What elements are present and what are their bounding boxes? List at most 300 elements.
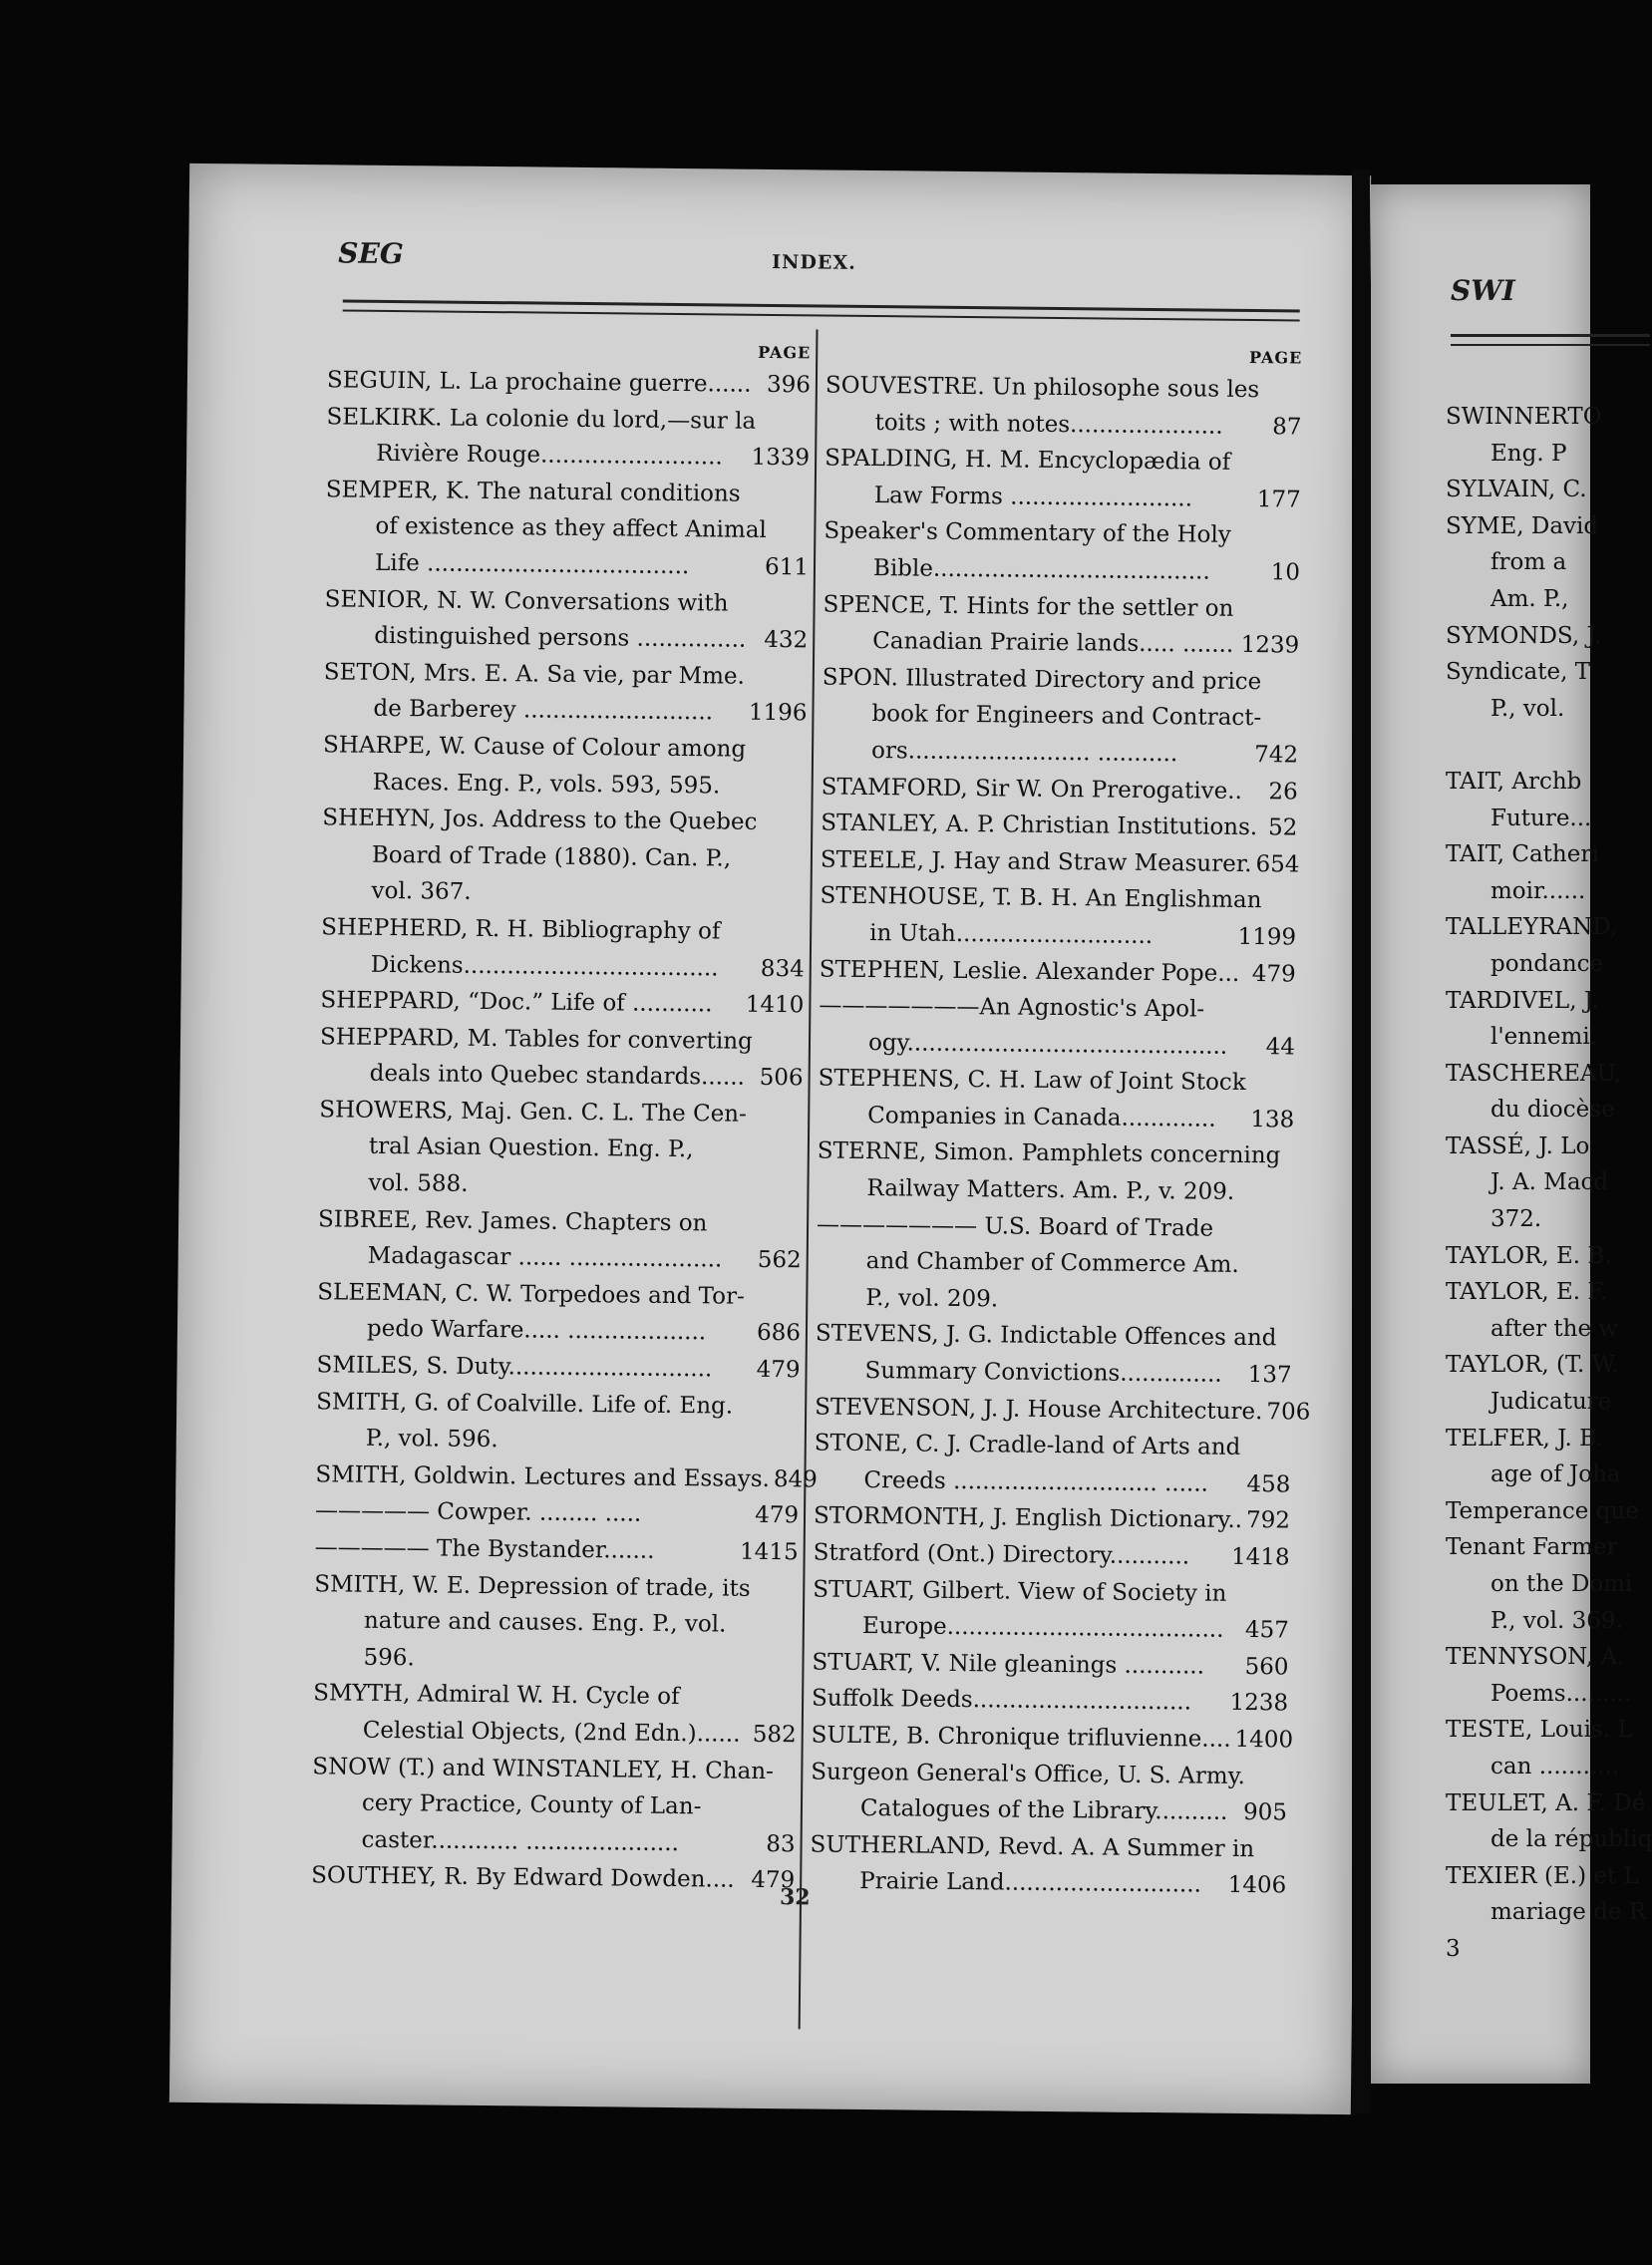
entry-text: SEGUIN, L. La prochaine guerre...... <box>326 367 752 398</box>
entry-text: Railway Matters. Am. P., v. 209. <box>866 1175 1235 1205</box>
entry-text: nature and causes. Eng. P., vol. <box>363 1607 727 1638</box>
entry-line <box>815 1353 1291 1395</box>
index-entry <box>311 1749 796 1863</box>
entry-text: SPON. Illustrated Directory and price <box>822 664 1262 695</box>
running-head-right: SWI <box>1451 274 1515 307</box>
entry-page-number: 87 <box>1272 413 1302 441</box>
entry-text: Suffolk Deeds.............................. <box>811 1685 1192 1716</box>
entry-text: P., vol. 596. <box>365 1425 498 1454</box>
fragment-line: de la républiq <box>1490 1826 1652 1853</box>
entry-page-number: 479 <box>751 1867 796 1894</box>
index-entry <box>812 1644 1288 1686</box>
entry-page-number: 562 <box>757 1247 802 1274</box>
fragment-line: Judicature <box>1490 1389 1612 1416</box>
index-entry <box>813 1534 1289 1576</box>
entry-text: Speaker's Commentary of the Holy <box>824 517 1231 549</box>
index-entry <box>313 1676 798 1754</box>
index-entry <box>811 1754 1288 1831</box>
entry-line <box>818 1061 1294 1103</box>
fragment-line: TALLEYRAND, <box>1446 914 1618 941</box>
entry-line <box>823 586 1299 628</box>
fragment-line: SWINNERTO <box>1446 404 1602 430</box>
entry-text: SMITH, Goldwin. Lectures and Essays. <box>315 1461 771 1492</box>
entry-line <box>316 1420 800 1461</box>
entry-line <box>311 1858 795 1900</box>
entry-text: Prairie Land........................... <box>859 1868 1202 1898</box>
entry-text: SPALDING, H. M. Encyclopædia of <box>825 445 1231 476</box>
entry-text: Canadian Prairie lands..... ....... <box>872 628 1234 658</box>
entry-line <box>315 1456 818 1498</box>
entry-line <box>327 362 811 404</box>
fragment-line: from a <box>1490 549 1567 576</box>
fragment-line: Future... <box>1490 805 1592 831</box>
entry-page-number: 1410 <box>745 991 805 1019</box>
entry-line <box>326 399 810 441</box>
entry-text: vol. 367. <box>371 878 472 906</box>
entry-text: STUART, Gilbert. View of Society in <box>813 1576 1227 1607</box>
index-column-right <box>810 340 1311 1905</box>
entry-line <box>313 1639 797 1681</box>
right-fragment-lines <box>1446 399 1652 1968</box>
entry-text: SHEPHERD, R. H. Bibliography of <box>321 914 721 945</box>
entry-page-number: 479 <box>756 1356 801 1384</box>
index-entry <box>325 472 810 586</box>
index-entry <box>811 1717 1294 1759</box>
entry-line <box>317 1311 801 1353</box>
entry-page-number: 138 <box>1250 1106 1295 1133</box>
entry-text: Bible...................................... <box>872 555 1210 585</box>
entry-line <box>325 544 809 586</box>
index-entry <box>824 513 1301 591</box>
index-entry <box>822 659 1299 774</box>
index-entry <box>820 951 1296 993</box>
fragment-line: 3 <box>1446 1935 1461 1962</box>
index-entry <box>318 1092 803 1206</box>
index-entry <box>327 362 811 404</box>
fragment-line: P., vol. <box>1490 695 1565 722</box>
entry-page-number: 792 <box>1245 1507 1291 1534</box>
entry-line <box>318 1164 802 1206</box>
entry-line <box>326 435 810 477</box>
entry-text: STERNE, Simon. Pamphlets concerning <box>817 1137 1281 1169</box>
entry-text: ————— The Bystander....... <box>314 1534 655 1564</box>
entry-text: Law Forms ......................... <box>873 482 1193 512</box>
entry-line <box>811 1790 1287 1832</box>
entry-line <box>322 836 806 878</box>
entry-line <box>312 1749 796 1790</box>
entry-text: SHOWERS, Maj. Gen. C. L. The Cen- <box>319 1097 747 1128</box>
index-column-left <box>311 334 818 1899</box>
entry-line <box>818 1133 1294 1175</box>
fragment-line: Am. P., <box>1490 585 1569 612</box>
entry-text: STENHOUSE, T. B. H. An Englishman <box>820 882 1262 914</box>
fragment-line: l'ennemi. <box>1490 1024 1598 1051</box>
entry-line <box>320 1019 804 1061</box>
index-entry <box>314 1529 798 1571</box>
index-entry <box>324 581 809 659</box>
entry-page-number: 834 <box>760 955 805 982</box>
entry-line <box>318 1238 802 1280</box>
entry-line <box>819 1024 1295 1066</box>
index-entry <box>315 1493 799 1535</box>
entry-page-number: 1199 <box>1237 923 1297 951</box>
entry-line <box>314 1602 798 1644</box>
entry-text: STAMFORD, Sir W. On Prerogative.. <box>821 774 1243 805</box>
entry-line <box>311 1821 795 1863</box>
entry-line <box>823 623 1299 665</box>
entry-line <box>823 659 1299 701</box>
entry-line <box>813 1534 1289 1576</box>
entry-text: STANLEY, A. P. Christian Institutions. <box>821 809 1258 841</box>
index-entry <box>820 878 1297 956</box>
fragment-line: age of Joha <box>1490 1461 1621 1488</box>
right-page-fragment <box>1371 184 1652 2084</box>
entry-line <box>816 1279 1292 1321</box>
running-head: SEG <box>338 236 404 271</box>
entry-line <box>815 1426 1291 1467</box>
book-gutter <box>1352 169 1370 2113</box>
entry-line <box>321 909 805 951</box>
entry-text: 596. <box>363 1644 415 1672</box>
fragment-line: TENNYSON, A. <box>1446 1644 1625 1671</box>
entry-line <box>816 1316 1292 1358</box>
entry-line <box>818 1097 1294 1138</box>
fragment-line: Tenant Farmer <box>1446 1534 1618 1561</box>
index-entry <box>821 806 1297 847</box>
entry-text: and Chamber of Commerce Am. <box>865 1248 1239 1279</box>
entry-text: Dickens................................... <box>370 951 719 981</box>
entry-line <box>319 1092 803 1133</box>
entry-list <box>311 362 818 1899</box>
entry-line <box>322 800 806 841</box>
index-entry <box>815 1316 1292 1394</box>
entry-page-number: 849 <box>773 1465 818 1493</box>
entry-text: tral Asian Question. Eng. P., <box>368 1133 694 1163</box>
header-rule-thin <box>343 309 1300 321</box>
entry-text: SULTE, B. Chronique trifluvienne.... <box>811 1722 1231 1753</box>
entry-text: SIBREE, Rev. James. Chapters on <box>317 1205 708 1236</box>
entry-line <box>826 368 1302 410</box>
entry-page-number: 1400 <box>1234 1726 1294 1754</box>
entry-text: Surgeon General's Office, U. S. Army. <box>811 1759 1246 1789</box>
entry-line <box>326 472 810 513</box>
entry-line <box>323 727 807 769</box>
entry-page-number: 479 <box>1251 960 1296 988</box>
entry-page-number: 177 <box>1256 485 1301 513</box>
fragment-line: TEULET, A. F. Dé <box>1446 1789 1646 1816</box>
entry-text: Europe...................................... <box>861 1613 1224 1643</box>
entry-line <box>813 1608 1289 1650</box>
entry-text: SMITH, G. of Coalville. Life of. Eng. <box>316 1388 734 1420</box>
entry-text: SUTHERLAND, Revd. A. A Summer in <box>810 1831 1255 1862</box>
header-rule <box>1451 334 1650 337</box>
entry-page-number: 83 <box>766 1830 796 1858</box>
index-entry <box>315 1456 818 1498</box>
entry-text: P., vol. 209. <box>865 1284 999 1313</box>
entry-line <box>817 1206 1293 1248</box>
entry-line <box>820 914 1296 956</box>
fragment-line: TAYLOR, (T. W. <box>1446 1352 1619 1379</box>
index-entry <box>318 1201 803 1279</box>
fragment-line: TAYLOR, E. B. <box>1446 1242 1612 1269</box>
entry-text: ———————An Agnostic's Apol- <box>819 992 1205 1023</box>
index-entry <box>814 1426 1291 1503</box>
header-rule-thin <box>1451 344 1650 346</box>
entry-line <box>825 404 1301 446</box>
entry-text: ogy............................................ <box>867 1029 1228 1060</box>
entry-line <box>324 581 808 623</box>
fragment-line: Eng. P <box>1490 440 1567 467</box>
entry-page-number: 26 <box>1268 778 1298 806</box>
entry-line <box>325 508 809 550</box>
entry-line <box>824 513 1300 555</box>
entry-page-number: 1415 <box>739 1538 799 1566</box>
entry-page-number: 479 <box>755 1502 800 1529</box>
index-entry <box>321 800 806 914</box>
entry-text: SNOW (T.) and WINSTANLEY, H. Chan- <box>312 1753 774 1784</box>
fragment-line: Poems......... <box>1490 1680 1632 1707</box>
entry-line <box>820 951 1296 993</box>
entry-page-number: 1339 <box>751 444 811 472</box>
entry-line <box>814 1461 1290 1503</box>
entry-line <box>319 1129 803 1170</box>
entry-text: ors......................... ........... <box>870 737 1178 768</box>
entry-line <box>824 549 1300 591</box>
entry-text: SHEPPARD, “Doc.” Life of ........... <box>320 987 713 1018</box>
entry-line <box>319 1056 803 1098</box>
entry-line <box>817 1243 1293 1285</box>
entry-text: Catalogues of the Library.......... <box>859 1795 1228 1825</box>
entry-page-number: 44 <box>1265 1033 1296 1061</box>
entry-text: Rivière Rouge......................... <box>376 441 723 471</box>
entry-line <box>810 1863 1286 1905</box>
fragment-line: du diocèse <box>1490 1097 1615 1124</box>
fragment-line: 372. <box>1490 1206 1542 1233</box>
entry-text: SMILES, S. Duty............................ <box>316 1352 713 1383</box>
index-entry <box>321 909 806 987</box>
fragment-line: TEXIER (E.) et L <box>1446 1862 1639 1889</box>
index-entry <box>317 1274 802 1352</box>
page-label: PAGE <box>1248 347 1303 368</box>
entry-line <box>315 1493 799 1535</box>
entry-page-number: 582 <box>752 1721 797 1749</box>
entry-line <box>316 1384 800 1426</box>
entry-text: SPENCE, T. Hints for the settler on <box>823 591 1234 622</box>
entry-line <box>316 1347 800 1389</box>
index-entry <box>818 1061 1295 1138</box>
page-label: PAGE <box>758 342 812 363</box>
index-entry <box>316 1384 801 1461</box>
index-entry <box>323 727 808 805</box>
index-entry <box>810 1826 1287 1904</box>
fragment-line: TESTE, Louis. L <box>1446 1717 1633 1744</box>
entry-page-number: 1196 <box>748 700 808 727</box>
entry-line <box>821 806 1297 847</box>
fragment-line: SYMONDS, J. <box>1446 622 1602 649</box>
entry-line <box>817 1170 1293 1212</box>
page-number: 32 <box>779 1884 811 1911</box>
entry-page-number: 137 <box>1247 1362 1292 1389</box>
fragment-line: can ........... <box>1490 1753 1620 1780</box>
entry-page-number: 654 <box>1255 850 1300 878</box>
entry-text: Celestial Objects, (2nd Edn.)...... <box>362 1717 741 1748</box>
entry-line <box>313 1676 797 1718</box>
entry-text: ——————— U.S. Board of Trade <box>816 1211 1214 1242</box>
entry-line <box>324 654 808 696</box>
entry-page-number: 1238 <box>1229 1690 1289 1717</box>
entry-list <box>810 368 1311 1905</box>
index-entry <box>814 1498 1290 1540</box>
entry-text: SMITH, W. E. Depression of trade, its <box>314 1570 751 1602</box>
fragment-line: pondance <box>1490 950 1604 977</box>
entry-line <box>312 1784 796 1826</box>
index-entry <box>813 1571 1290 1649</box>
entry-text: Stratford (Ont.) Directory........... <box>813 1539 1190 1570</box>
entry-page-number: 396 <box>766 371 812 399</box>
index-entry <box>825 368 1302 446</box>
entry-line <box>321 873 805 915</box>
index-entry <box>326 399 811 477</box>
fragment-line: TAYLOR, E. F. <box>1446 1279 1608 1306</box>
entry-text: STEVENSON, J. J. House Architecture. <box>815 1394 1263 1425</box>
entry-text: STONE, C. J. Cradle-land of Arts and <box>814 1430 1241 1461</box>
entry-text: STEPHENS, C. H. Law of Joint Stock <box>818 1065 1246 1097</box>
index-entry <box>313 1566 798 1681</box>
fragment-line: SYME, David <box>1446 512 1599 539</box>
fragment-line: mariage de R <box>1490 1899 1647 1926</box>
fragment-line: moir...... <box>1490 877 1586 904</box>
fragment-line: SYLVAIN, C. <box>1446 477 1587 503</box>
entry-text: SHARPE, W. Cause of Colour among <box>322 732 747 763</box>
entry-line <box>321 946 805 988</box>
fragment-line <box>1446 727 1652 764</box>
entry-line <box>314 1566 798 1608</box>
entry-line <box>822 769 1298 810</box>
index-entry <box>817 1133 1294 1211</box>
entry-line <box>314 1529 798 1571</box>
entry-line <box>313 1712 797 1754</box>
entry-line <box>822 696 1298 738</box>
entry-text: vol. 588. <box>368 1169 469 1197</box>
entry-text: Board of Trade (1880). Can. P., <box>371 841 732 872</box>
entry-text: de Barberey .......................... <box>373 696 714 726</box>
entry-text: in Utah........................... <box>869 919 1154 949</box>
entry-page-number: 1418 <box>1230 1543 1290 1571</box>
entry-line <box>323 764 807 806</box>
entry-text: deals into Quebec standards...... <box>369 1061 746 1092</box>
entry-line <box>323 691 807 733</box>
entry-page-number: 1239 <box>1240 632 1300 659</box>
entry-page-number: 432 <box>764 627 809 654</box>
fragment-line: after the w <box>1490 1315 1619 1342</box>
fragment-line: TASCHEREAU, <box>1446 1060 1622 1087</box>
entry-page-number: 457 <box>1244 1617 1290 1644</box>
entry-page-number: 560 <box>1244 1653 1289 1681</box>
entry-line <box>810 1826 1286 1868</box>
fragment-line: TAIT, Catheri <box>1446 841 1599 868</box>
entry-page-number: 52 <box>1267 814 1298 841</box>
fragment-line: Syndicate, T <box>1446 659 1591 686</box>
entry-text: SENIOR, N. W. Conversations with <box>324 585 729 617</box>
entry-text: book for Engineers and Contract- <box>871 701 1262 732</box>
entry-page-number: 10 <box>1270 559 1301 586</box>
entry-text: cery Practice, County of Lan- <box>361 1789 702 1820</box>
entry-text: SHEHYN, Jos. Address to the Quebec <box>322 805 758 835</box>
entry-text: Companies in Canada............. <box>867 1102 1216 1132</box>
entry-text: Races. Eng. P., vols. 593, 595. <box>372 769 721 799</box>
entry-text: STEVENS, J. G. Indictable Offences and <box>815 1320 1277 1352</box>
left-page <box>169 163 1371 2114</box>
entry-page-number: 706 <box>1266 1398 1311 1426</box>
entry-text: STEPHEN, Leslie. Alexander Pope... <box>819 956 1240 987</box>
entry-line <box>814 1498 1290 1540</box>
entry-text: SHEPPARD, M. Tables for converting <box>319 1023 753 1055</box>
index-entry <box>815 1389 1311 1431</box>
index-entry <box>823 586 1300 664</box>
entry-line <box>812 1681 1288 1723</box>
entry-line <box>819 988 1295 1030</box>
entry-page-number: 506 <box>759 1065 804 1092</box>
entry-text: SELKIRK. La colonie du lord,—sur la <box>326 403 757 435</box>
index-entry <box>320 982 804 1024</box>
entry-line <box>811 1754 1287 1795</box>
fragment-line: TASSÉ, J. Lo <box>1446 1132 1590 1159</box>
entry-line <box>324 617 808 659</box>
entry-line <box>317 1274 801 1316</box>
entry-page-number: 905 <box>1242 1799 1288 1826</box>
entry-line <box>825 477 1301 518</box>
entry-text: ————— Cowper. ........ ..... <box>314 1497 642 1528</box>
entry-text: distinguished persons ............... <box>374 622 747 653</box>
entry-text: SOUTHEY, R. By Edward Dowden.... <box>311 1862 735 1894</box>
entry-page-number: 458 <box>1246 1470 1291 1498</box>
entry-line <box>820 878 1296 920</box>
entry-text: caster............ ..................... <box>361 1826 680 1856</box>
index-entry <box>822 769 1298 810</box>
entry-line <box>811 1717 1294 1759</box>
entry-text: SETON, Mrs. E. A. Sa vie, par Mme. <box>323 659 746 690</box>
fragment-line: on the Domi <box>1490 1571 1633 1597</box>
entry-text: STEELE, J. Hay and Straw Measurer. <box>820 846 1252 877</box>
page-title: INDEX. <box>772 250 856 274</box>
entry-line <box>815 1389 1311 1431</box>
entry-line <box>825 441 1301 483</box>
fragment-line: TARDIVEL, J. <box>1446 987 1599 1014</box>
entry-text: Life .................................... <box>374 549 690 580</box>
entry-line <box>813 1571 1289 1613</box>
entry-text: of existence as they affect Animal <box>375 513 767 544</box>
fragment-line: TELFER, J. B. <box>1446 1425 1604 1452</box>
entry-line <box>318 1201 802 1243</box>
index-entry <box>819 988 1296 1066</box>
index-entry <box>816 1206 1293 1321</box>
index-entry <box>812 1681 1288 1723</box>
entry-text: pedo Warfare..... ................... <box>366 1316 707 1346</box>
index-entry <box>316 1347 800 1389</box>
index-entry <box>820 841 1300 883</box>
entry-text: Madagascar ...... ..................... <box>367 1243 723 1273</box>
index-entry <box>311 1858 795 1900</box>
entry-line <box>812 1644 1288 1686</box>
entry-text: SEMPER, K. The natural conditions <box>325 477 741 507</box>
entry-text: toits ; with notes..................... <box>874 409 1223 440</box>
fragment-line: J. A. Macd <box>1490 1169 1609 1196</box>
entry-text: STORMONTH, J. English Dictionary.. <box>813 1502 1243 1534</box>
index-entry <box>825 441 1302 518</box>
entry-page-number: 686 <box>756 1320 802 1347</box>
entry-text: STUART, V. Nile gleanings ........... <box>812 1649 1205 1680</box>
entry-line <box>320 982 804 1024</box>
